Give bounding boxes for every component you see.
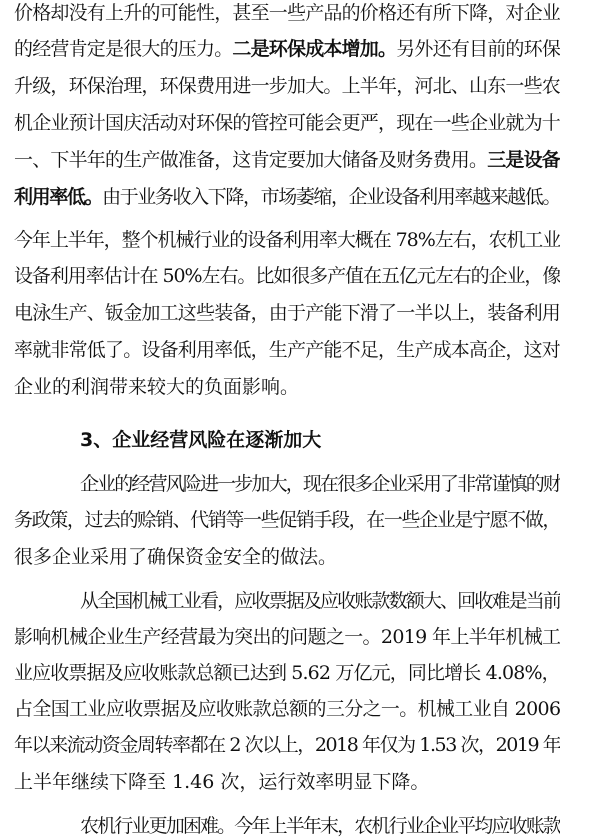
text-segment: 一、下半年的生产做准备，这肯定要加大储备及财务费用。 bbox=[14, 149, 488, 171]
text-segment: 影响机械企业生产经营最为突出的问题之一。2019 年上半年机械工 bbox=[14, 626, 560, 648]
text-line bbox=[14, 295, 560, 331]
text-line bbox=[14, 539, 560, 575]
text-line bbox=[14, 619, 560, 655]
text-segment: 从全国机械工业看，应收票据及应收账款数额大、回收难是当前 bbox=[80, 590, 560, 612]
text-line bbox=[80, 808, 560, 839]
text-line bbox=[14, 105, 560, 141]
text-line bbox=[14, 258, 560, 294]
text-segment: 电泳生产、钣金加工这些装备，由于产能下滑了一半以上，装备利用 bbox=[14, 302, 560, 324]
text-segment: 很多企业采用了确保资金安全的做法。 bbox=[14, 546, 338, 568]
text-line bbox=[14, 179, 560, 215]
text-segment: 上半年继续下降至 1.46 次，运行效率明显下降。 bbox=[14, 771, 430, 793]
text-segment: 业应收票据及应收账款总额已达到 5.62 万亿元，同比增长 4.08%， bbox=[14, 662, 560, 684]
text-segment: 的经营肯定是很大的压力。 bbox=[14, 38, 233, 60]
text-line bbox=[14, 222, 560, 258]
text-segment: 另外还有目前的环保 bbox=[396, 38, 560, 60]
text-segment: 企业的利润带来较大的负面影响。 bbox=[14, 376, 300, 398]
text-line bbox=[14, 502, 560, 538]
text-segment: 企业的经营风险进一步加大，现在很多企业采用了非常谨慎的财 bbox=[80, 473, 560, 495]
text-line bbox=[14, 655, 560, 691]
bold-text-segment: 利用率低。 bbox=[14, 186, 103, 208]
text-segment: 升级，环保治理，环保费用进一步加大。上半年，河北、山东一些农 bbox=[14, 75, 560, 97]
bold-text-segment: 二是环保成本增加。 bbox=[232, 38, 397, 60]
bold-text-segment: 三是设备 bbox=[487, 149, 560, 171]
text-segment: 今年上半年，整个机械行业的设备利用率大概在 78%左右，农机工业 bbox=[14, 229, 560, 251]
text-line bbox=[14, 764, 560, 800]
text-line bbox=[14, 68, 560, 104]
text-segment: 由于业务收入下降，市场萎缩，企业设备利用率越来越低。 bbox=[102, 186, 560, 208]
text-line bbox=[14, 0, 560, 31]
text-line bbox=[14, 142, 560, 178]
text-segment: 务政策，过去的赊销、代销等一些促销手段，在一些企业是宁愿不做， bbox=[14, 509, 560, 531]
text-line bbox=[80, 466, 560, 502]
text-line bbox=[14, 691, 560, 727]
text-line bbox=[80, 422, 560, 458]
text-line bbox=[14, 727, 560, 763]
text-segment: 机企业预计国庆活动对环保的管控可能会更严，现在一些企业就为十 bbox=[14, 112, 560, 134]
text-line bbox=[14, 31, 560, 67]
text-line bbox=[14, 332, 560, 368]
text-segment: 农机行业更加困难。今年上半年末，农机行业企业平均应收账款 bbox=[80, 815, 560, 837]
text-line bbox=[80, 583, 560, 619]
text-segment: 设备利用率估计在 50%左右。比如很多产值在五亿元左右的企业，像 bbox=[14, 265, 560, 287]
text-segment: 率就非常低了。设备利用率低，生产产能不足，生产成本高企，这对 bbox=[14, 339, 560, 361]
text-segment: 年以来流动资金周转率都在 2 次以上，2018 年仅为 1.53 次，2019 年 bbox=[14, 734, 560, 756]
bold-text-segment: 3、企业经营风险在逐渐加大 bbox=[80, 429, 322, 451]
text-segment: 占全国工业应收票据及应收账款总额的三分之一。机械工业自 2006 bbox=[14, 698, 560, 720]
text-line bbox=[14, 369, 560, 405]
text-segment: 价格却没有上升的可能性，甚至一些产品的价格还有所下降，对企业 bbox=[14, 2, 560, 24]
